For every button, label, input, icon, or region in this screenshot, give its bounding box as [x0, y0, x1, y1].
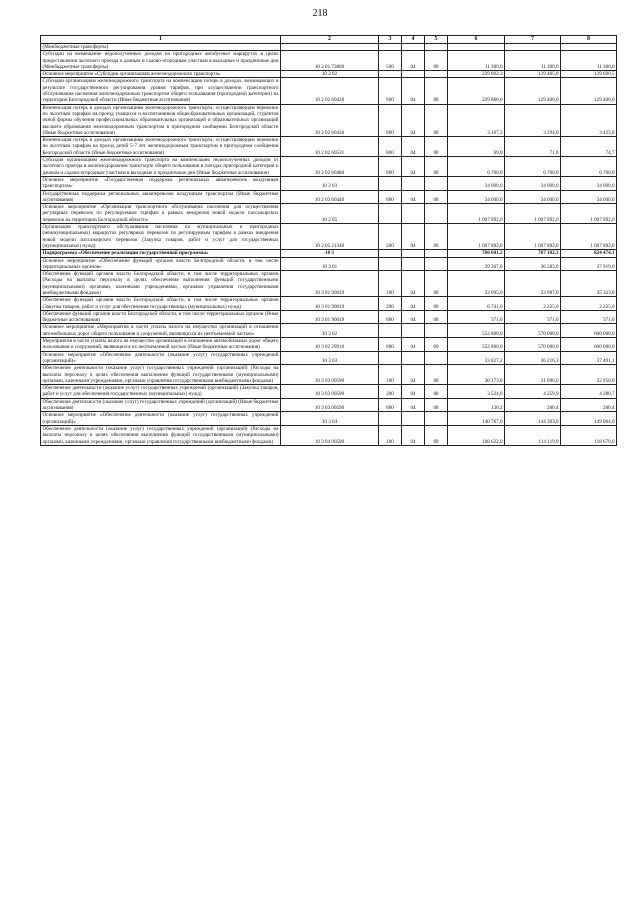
- row-value-2020-cell: 4 259,9: [505, 385, 561, 399]
- row-col5-cell: [425, 71, 448, 78]
- row-col4-cell: 04: [402, 338, 425, 352]
- row-col3-cell: 500: [379, 51, 402, 71]
- row-value-2021-cell: 129 400,0: [561, 78, 617, 104]
- row-value-2020-cell: 36 583,0: [505, 257, 561, 271]
- row-col4-cell: [402, 44, 425, 51]
- row-col5-cell: [425, 176, 448, 190]
- row-name-cell: Основное мероприятие «Мероприятия в части уплаты налога на имущество организаций в отношении автомобильных дорог общего пользования и сооружений, являющихся их неотъемлемой частью»: [42, 324, 279, 337]
- row-value-2020-cell: 31 696,0: [505, 365, 561, 385]
- row-col5-cell: 08: [425, 385, 448, 399]
- budget-table: [40, 35, 617, 446]
- row-col5-cell: 08: [425, 51, 448, 71]
- row-col4-cell: 04: [402, 78, 425, 104]
- row-col4-cell: [402, 412, 425, 426]
- row-name-cell: Мероприятия в части уплаты налога на имущество организаций в отношении автомобильных дорог общего пользования и сооружений, являющихся их неотъемлемой частью (Иные бюджетные ассигнования): [42, 338, 279, 351]
- row-code-cell: 10 2 02 60531: [281, 137, 379, 157]
- row-value-2021-cell: 1 067 892,0: [561, 204, 617, 224]
- row-value-2020-cell: 3 294,0: [505, 104, 561, 136]
- row-value-2019-cell: 766 601,2: [448, 250, 505, 257]
- table-row: [41, 51, 617, 71]
- row-value-2019-cell: 371,0: [448, 310, 505, 324]
- row-col3-cell: [379, 250, 402, 257]
- row-value-2019-cell: 6 700,0: [448, 157, 505, 177]
- row-name-cell: Подпрограмма «Обеспечение реализации государственной программы»: [41, 250, 281, 257]
- row-code-cell: 10 2 03: [281, 176, 379, 190]
- row-col4-cell: 04: [402, 365, 425, 385]
- row-value-2019-cell: 1 067 892,0: [448, 224, 505, 250]
- row-value-2020-cell: 36 216,3: [505, 351, 561, 365]
- row-col4-cell: 04: [402, 385, 425, 399]
- row-col3-cell: 200: [379, 297, 402, 311]
- row-code-cell: 10 3 02 29910: [281, 338, 379, 352]
- row-name-cell: Основное мероприятие «Обеспечение деятельности (оказание услуг) государственных учреждений (организаций)»: [42, 412, 279, 425]
- table-row: [41, 190, 617, 204]
- table-row: [41, 310, 617, 324]
- row-name-cell: Обеспечение деятельности (оказание услуг) государственных учреждений (организаций) (Иные бюджетные ассигнования): [42, 398, 279, 412]
- row-col3-cell: [379, 204, 402, 224]
- row-value-2021-cell: 3 425,8: [561, 104, 617, 136]
- row-name-cell: Обеспечение функций органов власти Белгородской области, в том числе территориальных органов (Иные бюджетные ассигнования): [42, 310, 279, 324]
- row-value-2020-cell: 6 700,0: [505, 157, 561, 177]
- header-cell: 7: [505, 36, 561, 44]
- row-col4-cell: [402, 257, 425, 271]
- row-value-2019-cell: 3 167,3: [448, 104, 505, 136]
- row-value-2021-cell: 118 670,0: [561, 425, 617, 445]
- row-col5-cell: 08: [425, 78, 448, 104]
- table-row: [41, 176, 617, 190]
- row-code-cell: [281, 44, 379, 51]
- table-row: [41, 412, 617, 426]
- row-value-2019-cell: 552 800,0: [448, 338, 505, 352]
- table-row: [41, 44, 617, 51]
- table-row: [41, 104, 617, 136]
- row-value-2020-cell: 144 303,0: [505, 412, 561, 426]
- row-value-2020-cell: 787 102,3: [505, 250, 561, 257]
- row-col5-cell: 08: [425, 137, 448, 157]
- row-code-cell: 10 3 04 00590: [281, 425, 379, 445]
- row-value-2021-cell: 34 000,0: [561, 176, 617, 190]
- row-col5-cell: [425, 250, 448, 257]
- row-col3-cell: 800: [379, 398, 402, 412]
- row-value-2019-cell: 3 524,0: [448, 385, 505, 399]
- table-row: [41, 365, 617, 385]
- row-col3-cell: 800: [379, 78, 402, 104]
- row-col4-cell: 04: [402, 398, 425, 412]
- table-row: [41, 385, 617, 399]
- row-code-cell: 10 2 01 73860: [281, 51, 379, 71]
- page-number: 218: [312, 8, 328, 19]
- row-col4-cell: [402, 176, 425, 190]
- table-row: [41, 71, 617, 78]
- row-value-2020-cell: 33 987,0: [505, 271, 561, 297]
- row-value-2019-cell: 11 300,0: [448, 51, 505, 71]
- row-col3-cell: [379, 257, 402, 271]
- row-col5-cell: 08: [425, 190, 448, 204]
- row-value-2019-cell: 130,2: [448, 398, 505, 412]
- row-code-cell: 10 3 03 00590: [281, 365, 379, 385]
- row-value-2020-cell: 34 000,0: [505, 190, 561, 204]
- row-col3-cell: [379, 351, 402, 365]
- header-cell: 2: [281, 36, 379, 44]
- table-row: [41, 250, 617, 257]
- row-value-2020-cell: 129 400,0: [505, 78, 561, 104]
- row-col5-cell: 08: [425, 310, 448, 324]
- row-name-cell: Обеспечение деятельности (оказание услуг) государственных учреждений (организаций) (Расходы на выплаты персоналу в целях обеспечения выполнения функций государственными (муниципальными) органами, казенными учреждениями, органами управления государственными внебюджетными фондами): [42, 425, 279, 445]
- row-value-2020-cell: 1 067 892,0: [505, 224, 561, 250]
- row-col4-cell: 04: [402, 310, 425, 324]
- row-name-cell: Основное мероприятие «Государственная поддержка региональных авиаперевозок воздушным транспортом»: [42, 176, 279, 190]
- row-col3-cell: [379, 324, 402, 338]
- row-col5-cell: [425, 257, 448, 271]
- table-row: [41, 204, 617, 224]
- row-value-2019-cell: 229 866,0: [448, 78, 505, 104]
- row-col4-cell: 04: [402, 271, 425, 297]
- row-value-2019-cell: 1 067 892,0: [448, 204, 505, 224]
- row-col4-cell: [402, 71, 425, 78]
- row-col4-cell: 04: [402, 297, 425, 311]
- row-name-cell: (Межбюджетные трансферты): [41, 44, 281, 51]
- row-value-2020-cell: 34 000,0: [505, 176, 561, 190]
- table-row: [41, 425, 617, 445]
- row-col3-cell: 100: [379, 365, 402, 385]
- header-cell: 1: [41, 36, 281, 44]
- row-value-2019-cell: 34 000,0: [448, 176, 505, 190]
- row-col5-cell: [425, 351, 448, 365]
- row-value-2020-cell: 139 465,8: [505, 71, 561, 78]
- row-col4-cell: [402, 204, 425, 224]
- row-value-2019-cell: 32 095,0: [448, 271, 505, 297]
- row-col4-cell: 04: [402, 137, 425, 157]
- row-name-cell: Основное мероприятие «Обеспечение деятельности (оказание услуг) государственных учреждений (организаций)»: [42, 351, 279, 364]
- row-col4-cell: 04: [402, 224, 425, 250]
- row-col5-cell: [425, 412, 448, 426]
- table-row: [41, 137, 617, 157]
- row-value-2019-cell: 33 827,2: [448, 351, 505, 365]
- row-name-cell: Обеспечение функций органов власти Белгородской области, в том числе территориальных органов (Расходы на выплаты персоналу в целях обеспечения выполнения функций государственными (муниципальными) органами, казенными учреждениями, органами управления государственными внебюджетными фондами): [42, 271, 279, 296]
- row-value-2019-cell: 552 800,0: [448, 324, 505, 338]
- row-col3-cell: 800: [379, 190, 402, 204]
- row-name-cell: Субсидии организациям железнодорожного транспорта на компенсацию потерь в доходах, возникающих в результате государственного регулирования уровня тарифов, при осуществлении транспортного обслуживания населения железнодорожным транспортом общего пользования (пригородной категории) на территории Белгородской области (Иные бюджетные ассигнования): [42, 78, 279, 104]
- row-value-2021-cell: 74,7: [561, 137, 617, 157]
- table-row: [41, 398, 617, 412]
- row-value-2020-cell: 570 000,0: [505, 324, 561, 338]
- row-col3-cell: [379, 44, 402, 51]
- row-code-cell: 10 3 03 00590: [281, 385, 379, 399]
- row-value-2020-cell: 570 000,0: [505, 338, 561, 352]
- row-code-cell: 10 3 01 90019: [281, 310, 379, 324]
- row-value-2019-cell: 108 622,0: [448, 425, 505, 445]
- row-col5-cell: [425, 324, 448, 338]
- row-value-2021-cell: 600 000,0: [561, 338, 617, 352]
- row-value-2020-cell: [505, 44, 561, 51]
- row-code-cell: 10 2 02: [281, 71, 379, 78]
- table-row: [41, 351, 617, 365]
- row-col3-cell: 200: [379, 385, 402, 399]
- row-name-cell: Основное мероприятие «Организация транспортного обслуживания населения для осуществления регулярных перевозок по регулируемым тарифам в рамках внедрения новой модели пассажирских перевозок на территории Белгородской области»: [42, 204, 279, 223]
- row-code-cell: 10 3 04: [281, 412, 379, 426]
- row-col5-cell: [425, 204, 448, 224]
- row-col4-cell: 04: [402, 157, 425, 177]
- row-name-cell: Основное мероприятие «Обеспечение функций органов власти Белгородской области, в том числе территориальных органов»: [42, 257, 279, 270]
- row-value-2021-cell: 371,0: [561, 310, 617, 324]
- row-col3-cell: 800: [379, 338, 402, 352]
- row-value-2019-cell: 30 173,0: [448, 365, 505, 385]
- row-code-cell: 10 2 02 60430: [281, 104, 379, 136]
- row-value-2019-cell: 239 802,3: [448, 71, 505, 78]
- header-cell: 3: [379, 36, 402, 44]
- table-header-row: [41, 36, 617, 44]
- row-value-2021-cell: 34 000,0: [561, 190, 617, 204]
- row-code-cell: 10 3: [281, 250, 379, 257]
- row-value-2020-cell: 1 067 892,0: [505, 204, 561, 224]
- row-value-2020-cell: 71,8: [505, 137, 561, 157]
- row-value-2021-cell: 824 474,1: [561, 250, 617, 257]
- row-value-2021-cell: 1 067 892,0: [561, 224, 617, 250]
- row-col3-cell: [379, 71, 402, 78]
- row-col4-cell: 04: [402, 190, 425, 204]
- row-value-2020-cell: 11 300,0: [505, 51, 561, 71]
- row-name-cell: Обеспечение деятельности (оказание услуг) государственных учреждений (организаций) (Расходы на выплаты персоналу в целях обеспечения выполнения функций государственными (муниципальными) органами, казенными учреждениями, органами управления государственными внебюджетными фондами): [42, 365, 279, 384]
- row-code-cell: 10 3 03 00590: [281, 398, 379, 412]
- table-row: [41, 324, 617, 338]
- header-cell: 4: [402, 36, 425, 44]
- row-name-cell: Субсидия организациям железнодорожного транспорта на компенсацию недополученных доходов от льготного проезда в железнодорожном транспорте общего пользования в поездах пригородной категории к дачным и садово-огородным участкам в выходные и праздничные дни (Иные бюджетные ассигнования): [42, 157, 279, 176]
- row-value-2019-cell: [448, 44, 505, 51]
- row-code-cell: 10 2 02 60480: [281, 157, 379, 177]
- row-col3-cell: 100: [379, 271, 402, 297]
- table-row: [41, 157, 617, 177]
- row-name-cell: Организация транспортного обслуживания населения на муниципальных и пригородных (межмуниципальных) маршрутах регулярных перевозок по регулируемым тарифам в рамках внедрения новой модели пассажирских перевозок (Закупка товаров, работ и услуг для государственных (муниципальных) нужд): [42, 224, 279, 249]
- row-name-cell: Компенсация потерь в доходах организациям железнодорожного транспорта, осуществляющим перевозки по льготным тарифам на проезд детей 5-7 лет железнодорожным транспортом в пригородном сообщении Белгородской области (Иные бюджетные ассигнования): [42, 137, 279, 156]
- table-row: [41, 338, 617, 352]
- row-value-2021-cell: 37 919,0: [561, 257, 617, 271]
- table-row: [41, 257, 617, 271]
- row-value-2021-cell: [561, 44, 617, 51]
- header-cell: 6: [448, 36, 505, 44]
- row-name-cell: Компенсация потерь в доходах организациям железнодорожного транспорта, осуществляющим перевозки по льготным тарифам на проезд учащихся и воспитанников общеобразовательных организаций, студентов очной формы обучения профессиональных образовательных организаций и образовательных организаций высшего образования железнодорожным транспортом в пригородном сообщении Белгородской области (Иные бюджетные ассигнования): [42, 104, 279, 136]
- row-col5-cell: 08: [425, 104, 448, 136]
- row-col3-cell: [379, 412, 402, 426]
- row-code-cell: 10 2 05 21340: [281, 224, 379, 250]
- row-value-2021-cell: 149 064,0: [561, 412, 617, 426]
- row-name-cell: Субсидии на возмещение недополученных доходов на пригородных автобусных маршрутах в целях предоставления льготного проезда к дачным и садово-огородным участкам в выходные и праздничные дни (Межбюджетные трансферты): [42, 51, 279, 70]
- row-value-2021-cell: 37 491,1: [561, 351, 617, 365]
- row-col3-cell: 200: [379, 224, 402, 250]
- row-value-2021-cell: 6 700,0: [561, 157, 617, 177]
- row-col5-cell: 08: [425, 297, 448, 311]
- row-col4-cell: 04: [402, 104, 425, 136]
- row-col3-cell: 800: [379, 157, 402, 177]
- row-col3-cell: 100: [379, 425, 402, 445]
- row-name-cell: Обеспечение деятельности (оказание услуг) государственных учреждений (организаций) (Закупка товаров, работ и услуг для обеспечения государственных (муниципальных) нужд): [42, 385, 279, 398]
- table-row: [41, 297, 617, 311]
- row-value-2021-cell: 32 950,0: [561, 365, 617, 385]
- row-name-cell: Обеспечение функций органов власти Белгородской области, в том числе территориальных органов (Закупка товаров, работ и услуг для обеспечения государственных (муниципальных) нужд): [42, 297, 279, 310]
- row-value-2019-cell: 69,0: [448, 137, 505, 157]
- row-col4-cell: [402, 250, 425, 257]
- row-col4-cell: 04: [402, 425, 425, 445]
- row-code-cell: 10 3 01 90019: [281, 297, 379, 311]
- header-cell: 8: [561, 36, 617, 44]
- row-value-2021-cell: 260,4: [561, 398, 617, 412]
- row-col4-cell: [402, 324, 425, 338]
- row-value-2020-cell: 260,4: [505, 398, 561, 412]
- row-col3-cell: 800: [379, 137, 402, 157]
- row-value-2019-cell: 6 741,0: [448, 297, 505, 311]
- row-col3-cell: 800: [379, 104, 402, 136]
- row-col4-cell: [402, 351, 425, 365]
- row-name-cell: Государственная поддержка региональных авиаперевозок воздушным транспортом (Иные бюджетные ассигнования): [42, 190, 279, 203]
- row-col4-cell: 04: [402, 51, 425, 71]
- row-code-cell: 10 2 03 60440: [281, 190, 379, 204]
- row-value-2020-cell: 2 225,0: [505, 297, 561, 311]
- row-value-2021-cell: 2 225,0: [561, 297, 617, 311]
- row-col5-cell: 08: [425, 157, 448, 177]
- header-cell: 5: [425, 36, 448, 44]
- row-col5-cell: 09: [425, 338, 448, 352]
- row-col5-cell: 09: [425, 425, 448, 445]
- row-value-2019-cell: 39 207,0: [448, 257, 505, 271]
- row-col5-cell: 08: [425, 365, 448, 385]
- row-code-cell: 10 3 01 90019: [281, 271, 379, 297]
- row-code-cell: 10 2 02 60420: [281, 78, 379, 104]
- row-code-cell: 10 2 05: [281, 204, 379, 224]
- row-name-cell: Основное мероприятие «Субсидии организациям железнодорожного транспорта»: [41, 71, 281, 78]
- row-value-2019-cell: 140 767,0: [448, 412, 505, 426]
- row-value-2021-cell: 600 000,0: [561, 324, 617, 338]
- row-col3-cell: [379, 176, 402, 190]
- row-value-2021-cell: 4 280,7: [561, 385, 617, 399]
- row-value-2020-cell: 371,0: [505, 310, 561, 324]
- row-col5-cell: 08: [425, 224, 448, 250]
- row-value-2021-cell: 11 300,0: [561, 51, 617, 71]
- row-code-cell: 10 3 01: [281, 257, 379, 271]
- row-code-cell: 10 3 02: [281, 324, 379, 338]
- row-col5-cell: [425, 44, 448, 51]
- row-col5-cell: 08: [425, 398, 448, 412]
- row-col3-cell: 800: [379, 310, 402, 324]
- table-row: [41, 224, 617, 250]
- row-value-2021-cell: 35 323,0: [561, 271, 617, 297]
- row-value-2019-cell: 34 000,0: [448, 190, 505, 204]
- row-value-2020-cell: 114 119,0: [505, 425, 561, 445]
- table-row: [41, 78, 617, 104]
- row-col5-cell: 08: [425, 271, 448, 297]
- row-value-2021-cell: 139 600,5: [561, 71, 617, 78]
- table-row: [41, 271, 617, 297]
- row-code-cell: 10 3 03: [281, 351, 379, 365]
